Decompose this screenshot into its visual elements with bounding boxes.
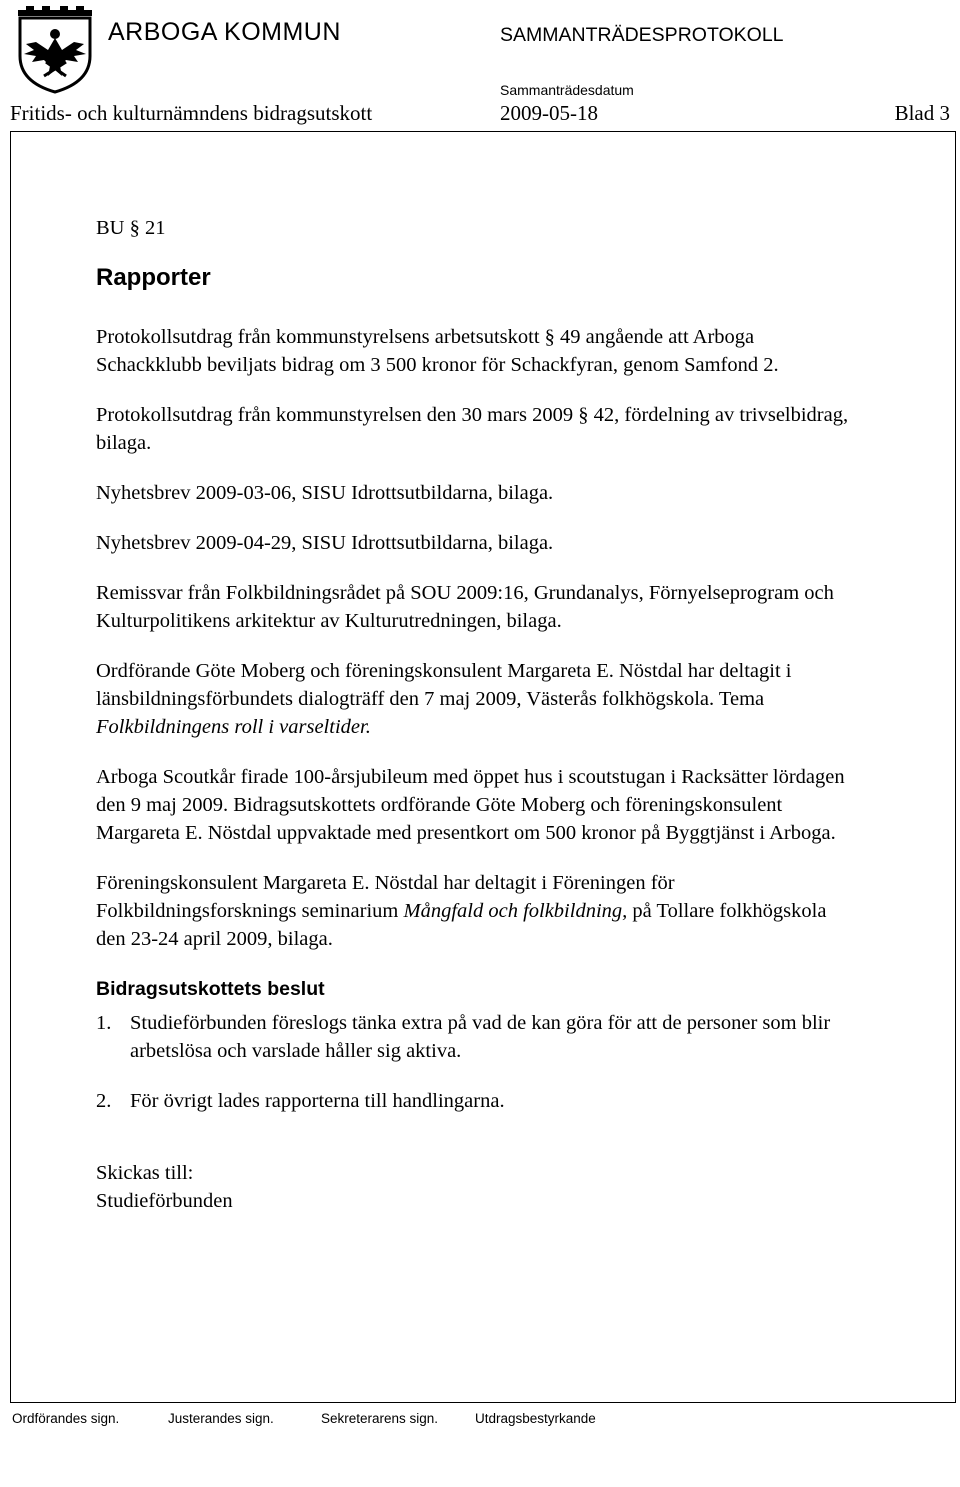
certified-extract-label: Utdragsbestyrkande: [475, 1411, 596, 1426]
document-type: SAMMANTRÄDESPROTOKOLL: [500, 24, 784, 46]
paragraph-italic-title: Mångfald och folkbildning,: [403, 900, 628, 922]
adjuster-signature-label: Justerandes sign.: [168, 1411, 274, 1426]
report-paragraph: [96, 869, 856, 953]
report-paragraph: Protokollsutdrag från kommunstyrelsens arbetsutskott § 49 angående att Arboga Schackklubb beviljats bidrag om 3 500 kronor för Schackfyran, genom Samfond 2.: [96, 326, 779, 376]
chair-signature-label: Ordförandes sign.: [12, 1411, 120, 1426]
section-title: Rapporter: [96, 264, 211, 291]
report-paragraph: [96, 657, 856, 741]
decision-item-text: För övrigt lades rapporterna till handlingarna.: [130, 1090, 505, 1112]
meeting-date-label: Sammanträdesdatum: [500, 82, 634, 98]
meeting-date: 2009-05-18: [500, 101, 598, 125]
paragraph-text: på Tollare folkhögskola den 23-24 april 2009, bilaga.: [96, 900, 827, 950]
committee-name: Fritids- och kulturnämndens bidragsutskott: [10, 101, 373, 125]
decision-item-text: Studieförbunden föreslogs tänka extra på vad de kan göra för att de personer som blir arbetslösa och varslade håller sig aktiva.: [130, 1012, 831, 1062]
report-paragraph: Arboga Scoutkår firade 100-årsjubileum med öppet hus i scoutstugan i Racksätter lördagen den 9 maj 2009. Bidragsutskottets ordförande Göte Moberg och föreningskonsulent Margareta E. Nöstdal uppvaktade med presentkort om 500 kronor på Byggtjänst i Arboga.: [96, 766, 845, 844]
organization-name: ARBOGA KOMMUN: [108, 18, 341, 46]
decision-heading: Bidragsutskottets beslut: [96, 978, 325, 1000]
section-number: BU § 21: [96, 217, 166, 239]
send-to-recipient: Studieförbunden: [96, 1190, 233, 1212]
report-paragraph: Nyhetsbrev 2009-04-29, SISU Idrottsutbildarna, bilaga.: [96, 532, 554, 554]
send-to-block: [96, 1159, 856, 1215]
decision-item-number: 2.: [96, 1090, 112, 1112]
decision-item: [96, 1009, 856, 1065]
paragraph-text: Föreningskonsulent Margareta E. Nöstdal har deltagit i Föreningen för Folkbildningsforsknings seminarium: [96, 872, 675, 922]
report-paragraph: Protokollsutdrag från kommunstyrelsen den 30 mars 2009 § 42, fördelning av trivselbidrag, bilaga.: [96, 404, 849, 454]
paragraph-text: Ordförande Göte Moberg och föreningskonsulent Margareta E. Nöstdal har deltagit i länsbildningsförbundets dialogträff den 7 maj 2009, Västerås folkhögskola. Tema: [96, 660, 792, 710]
report-paragraph: Remissvar från Folkbildningsrådet på SOU 2009:16, Grundanalys, Förnyelseprogram och Kulturpolitikens arkitektur av Kulturutredningen, bilaga.: [96, 582, 834, 632]
document-body: [96, 214, 856, 1215]
paragraph-italic-title: Folkbildningens roll i varseltider.: [96, 716, 371, 738]
decision-item: [96, 1087, 856, 1115]
secretary-signature-label: Sekreterarens sign.: [321, 1411, 439, 1426]
arboga-coat-of-arms-logo: [14, 4, 96, 94]
page-number: Blad 3: [894, 101, 950, 125]
report-paragraph: Nyhetsbrev 2009-03-06, SISU Idrottsutbildarna, bilaga.: [96, 482, 554, 504]
decision-item-number: 1.: [96, 1012, 112, 1034]
send-to-label: Skickas till:: [96, 1162, 194, 1184]
